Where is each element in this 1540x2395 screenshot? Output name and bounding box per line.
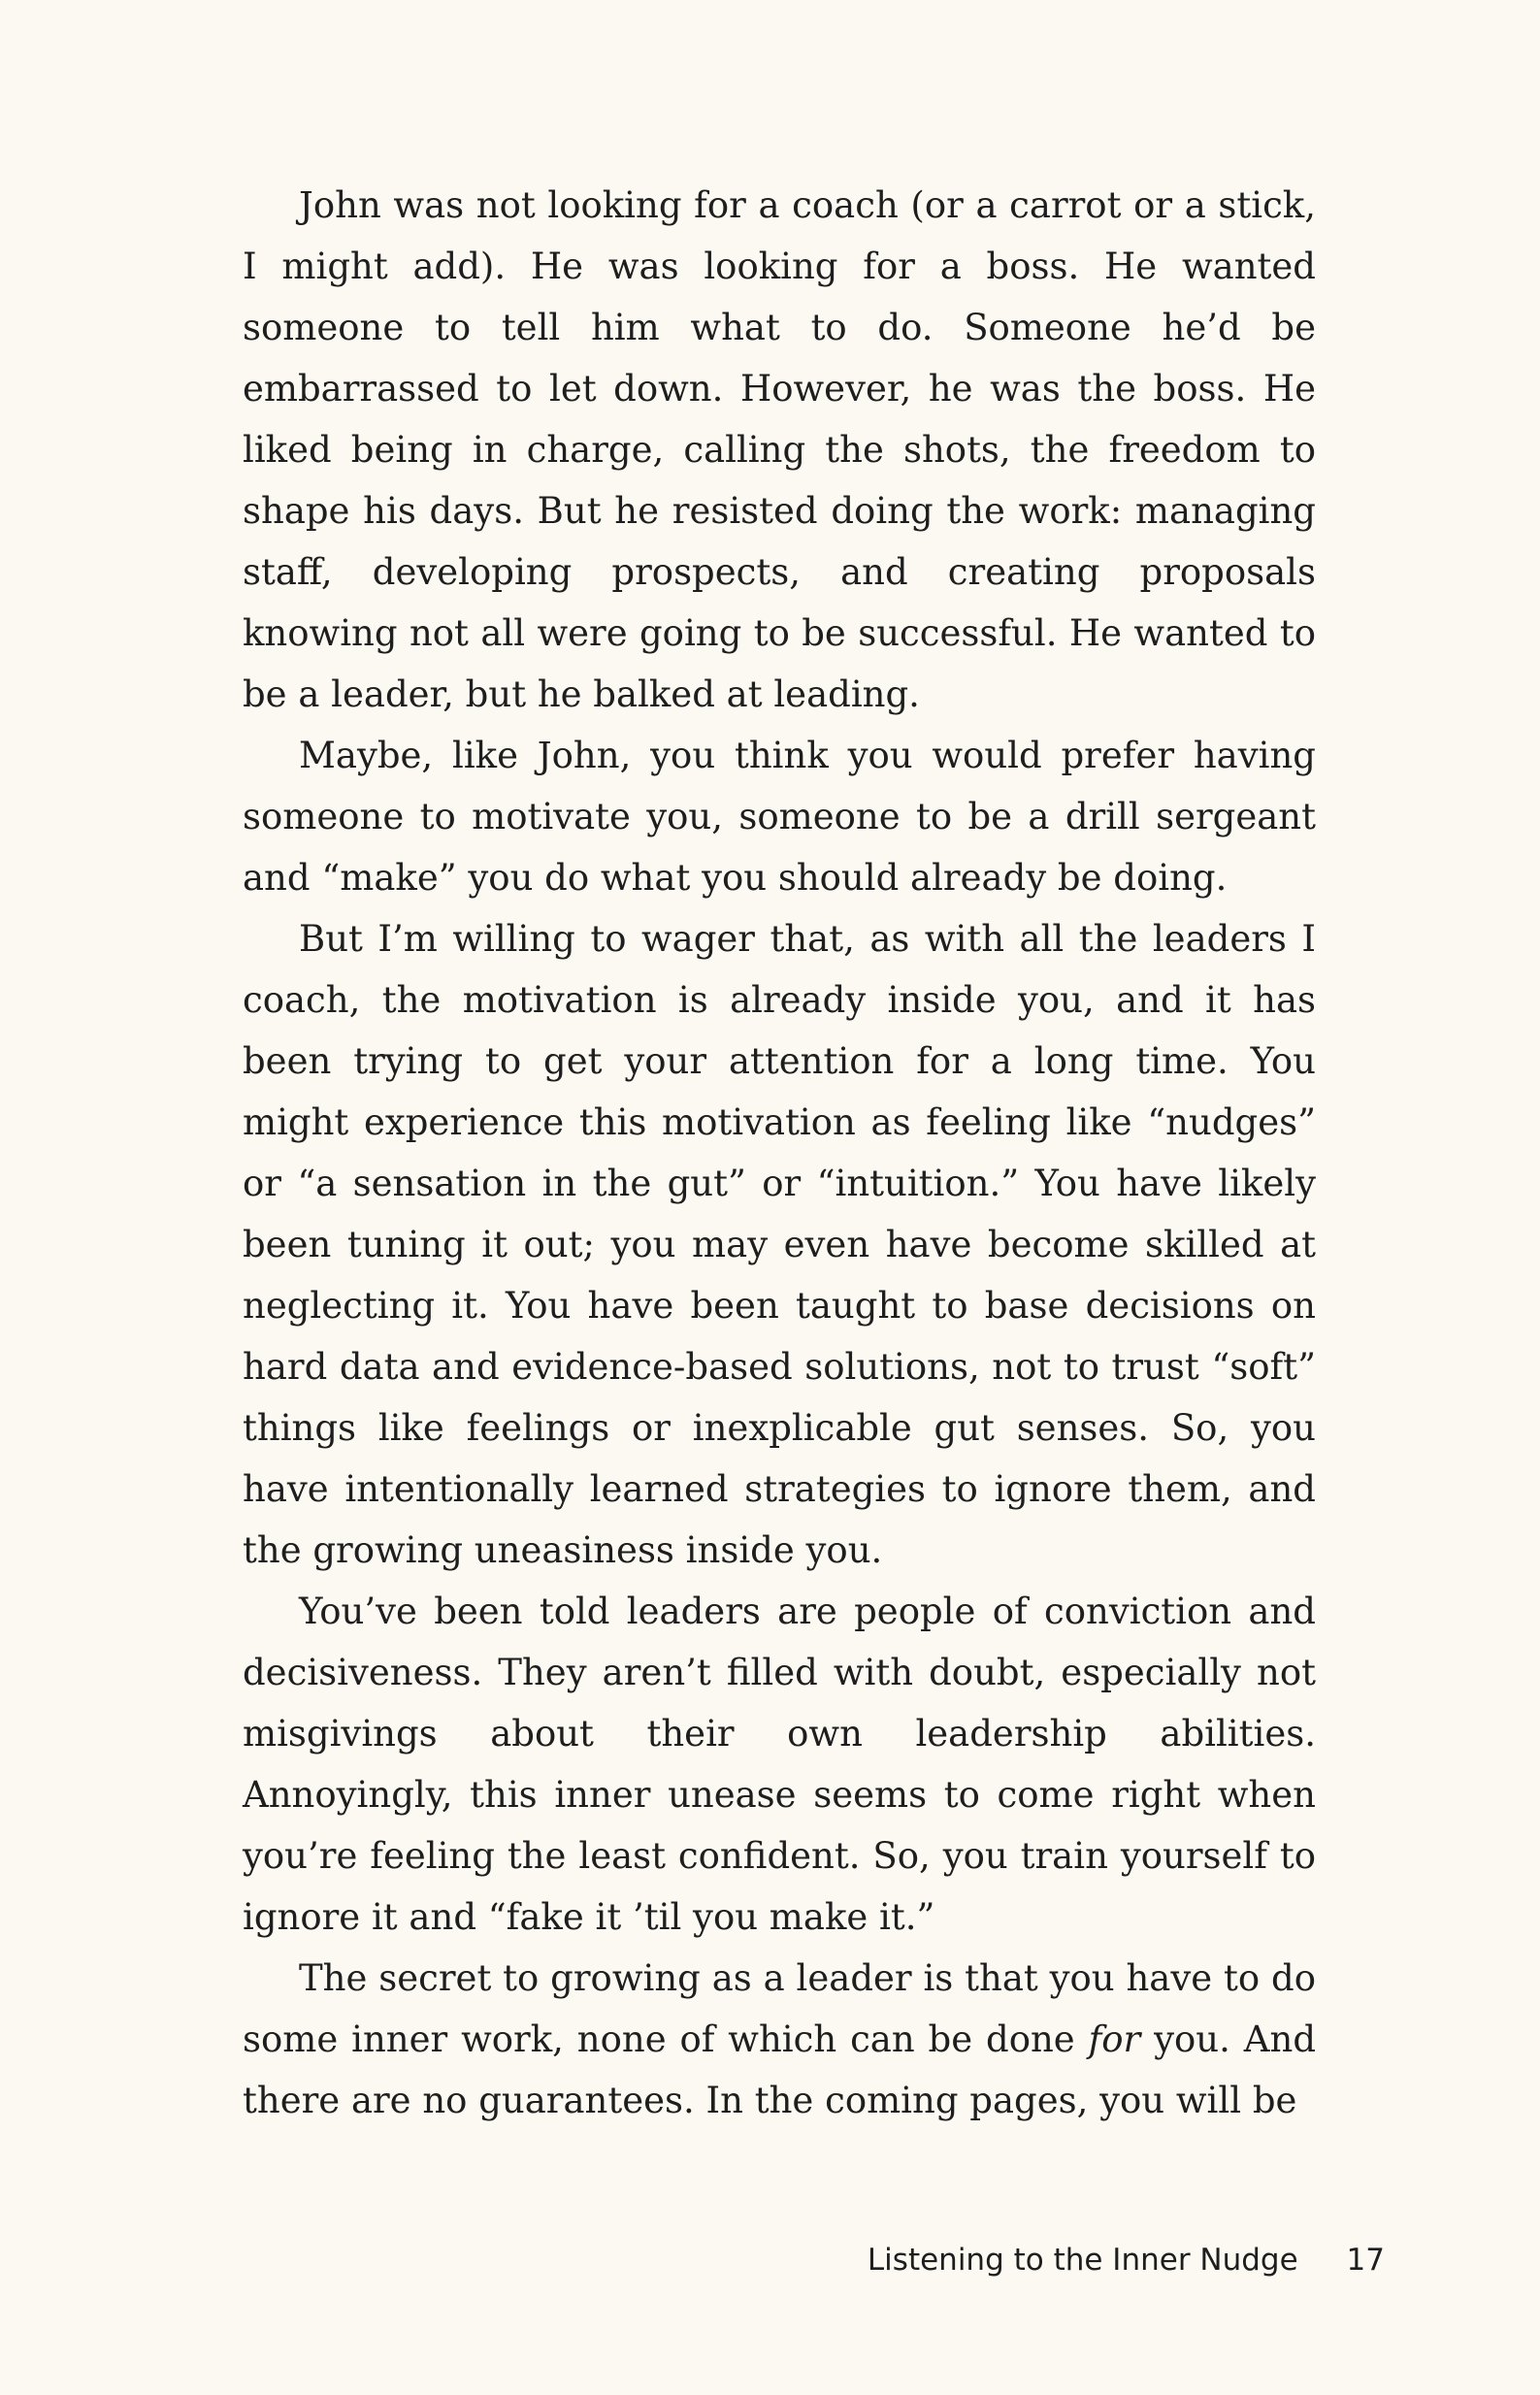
- paragraph-1: John was not looking for a coach (or a carrot or a stick, I might add). He was looking for a boss. He wanted someone to tell him what to do. Someone he’d be embarrassed to let down. However, he was the boss. He liked being in charge, calling the shots, the freedom to shape his days. But he resisted doing the work: managing staff, developing prospects, and creating proposals knowing not all were going to be successful. He wanted to be a leader, but he balked at leading.: [243, 184, 1316, 715]
- page-footer: [868, 2243, 1385, 2278]
- paragraph-5-after: you. And there are no guarantees. In the coming pages, you will be: [243, 2018, 1317, 2121]
- paragraph-5-emphasis: for: [1088, 2018, 1141, 2060]
- paragraph-4: You’ve been told leaders are people of conviction and decisiveness. They aren’t filled with doubt, especially not misgivings about their own leadership abilities. Annoyingly, this inner unease seems to come right when you’re feeling the least confident. So, you train yourself to ignore it and “fake it ’til you make it.”: [243, 1591, 1316, 1938]
- body-text: [243, 175, 1316, 2131]
- paragraph-3: But I’m willing to wager that, as with all the leaders I coach, the motivation is already inside you, and it has been trying to get your attention for a long time. You might experience this motivation as feeling like “nudges” or “a sensation in the gut” or “intuition.” You have likely been tuning it out; you may even have become skilled at neglecting it. You have been taught to base decisions on hard data and evidence-based solutions, not to trust “soft” things like feelings or inexplicable gut senses. So, you have intentionally learned strategies to ignore them, and the growing uneasiness inside you.: [243, 918, 1316, 1571]
- paragraph-5: [243, 1948, 1316, 2131]
- page-number: 17: [1346, 2243, 1385, 2278]
- running-head: Listening to the Inner Nudge: [867, 2243, 1298, 2278]
- paragraph-2: Maybe, like John, you think you would prefer having someone to motivate you, someone to be a drill sergeant and “make” you do what you should already be doing.: [243, 735, 1316, 899]
- paragraph-5-before: The secret to growing as a leader is that you have to do some inner work, none of which can be done: [243, 1957, 1316, 2060]
